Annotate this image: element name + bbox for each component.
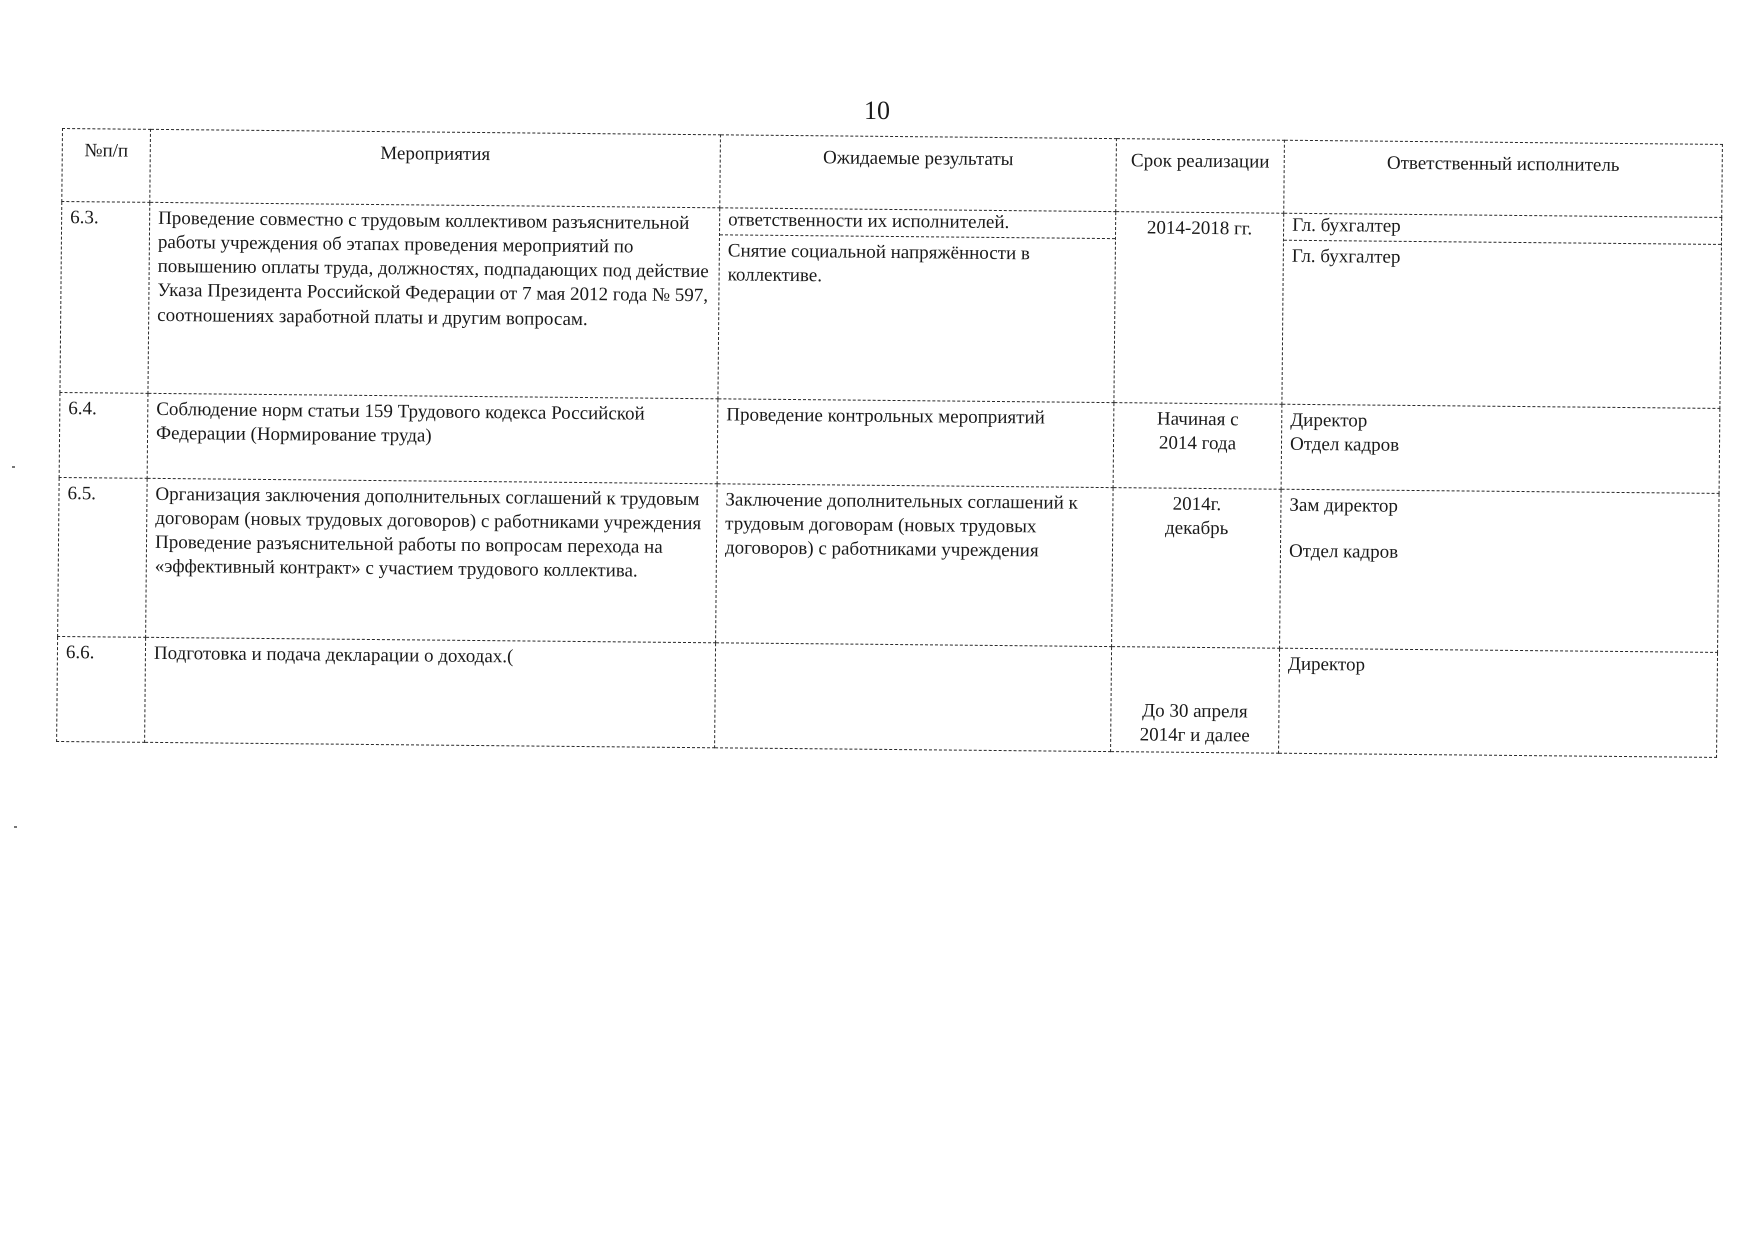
header-event: Мероприятия: [150, 129, 721, 207]
header-responsible: Ответственный исполнитель: [1284, 140, 1723, 217]
row-term: 2014-2018 гг.: [1114, 212, 1284, 405]
row-term: [1112, 488, 1282, 649]
responsible-person: Гл. бухгалтер: [1291, 245, 1401, 268]
row-event: [146, 478, 718, 642]
row-number: 6.3.: [60, 202, 150, 394]
row-responsible: [1282, 213, 1722, 408]
responsible-person: Директор: [1287, 653, 1366, 676]
term-line: 2014г и далее: [1139, 724, 1250, 747]
row-responsible: [1279, 648, 1718, 757]
event-text: Проведение разъяснительной работы по вопросам перехода на «эффективный контракт» с участием трудового коллектива.: [154, 532, 663, 582]
term-line: Начиная с: [1156, 408, 1239, 431]
continued-result-text: ответственности их исполнителей.: [720, 208, 1115, 239]
row-number: 6.4.: [59, 392, 148, 478]
table-row-6-3: [60, 202, 1722, 409]
row-responsible: [1281, 404, 1720, 493]
table-row-6-6: [57, 636, 1718, 757]
plan-table-wrapper: [56, 128, 1722, 758]
scan-speck: [12, 466, 15, 468]
row-term: [1113, 403, 1282, 490]
row-result: Заключение дополнительных соглашений к трудовым договорам (новых трудовых договоров) с работниками учреждения: [716, 484, 1114, 647]
plan-table: [56, 128, 1723, 758]
term-line: До 30 апреля: [1142, 700, 1248, 723]
row-event: Проведение совместно с трудовым коллективом разъяснительной работы учреждения об этапах проведения мероприятий по повышению оплаты труда, должностях, подпадающих под действие Указа Президента Российской Федерации от 7 мая 2012 года № 597, соотношениях заработной платы и другим вопросам.: [148, 202, 720, 398]
table-row-6-4: [59, 392, 1720, 493]
event-text: Организация заключения дополнительных соглашений к трудовым договорам (новых трудовых договоров) с работниками учреждения: [155, 483, 702, 535]
page-number: 10: [864, 96, 890, 125]
responsible-person: Зам директор: [1289, 494, 1399, 517]
result-text: Снятие социальной напряжённости в коллективе.: [727, 240, 1031, 287]
scan-speck: [14, 826, 17, 828]
row-result: [715, 643, 1112, 752]
term-line: 2014г.: [1172, 493, 1222, 516]
responsible-person: Директор: [1290, 409, 1368, 432]
row-responsible: [1280, 489, 1720, 652]
row-number: 6.6.: [57, 636, 146, 742]
row-result: [718, 208, 1116, 403]
row-event: Подготовка и подача декларации о доходах.(: [145, 637, 716, 747]
term-line: 2014 года: [1158, 432, 1237, 455]
term-line: декабрь: [1164, 517, 1229, 540]
header-term: Срок реализации: [1116, 139, 1285, 214]
header-num: №п/п: [62, 129, 151, 203]
header-result: Ожидаемые результаты: [720, 135, 1117, 212]
row-number: 6.5.: [58, 477, 148, 637]
continued-responsible-text: Гл. бухгалтер: [1284, 214, 1721, 245]
row-result: Проведение контрольных мероприятий: [717, 399, 1114, 488]
row-event: Соблюдение норм статьи 159 Трудового кодекса Российской Федерации (Нормирование труда): [147, 393, 718, 483]
responsible-person: Отдел кадров: [1288, 540, 1399, 563]
row-term: [1111, 647, 1280, 754]
responsible-person: Отдел кадров: [1289, 433, 1400, 456]
table-row-6-5: [58, 477, 1719, 652]
